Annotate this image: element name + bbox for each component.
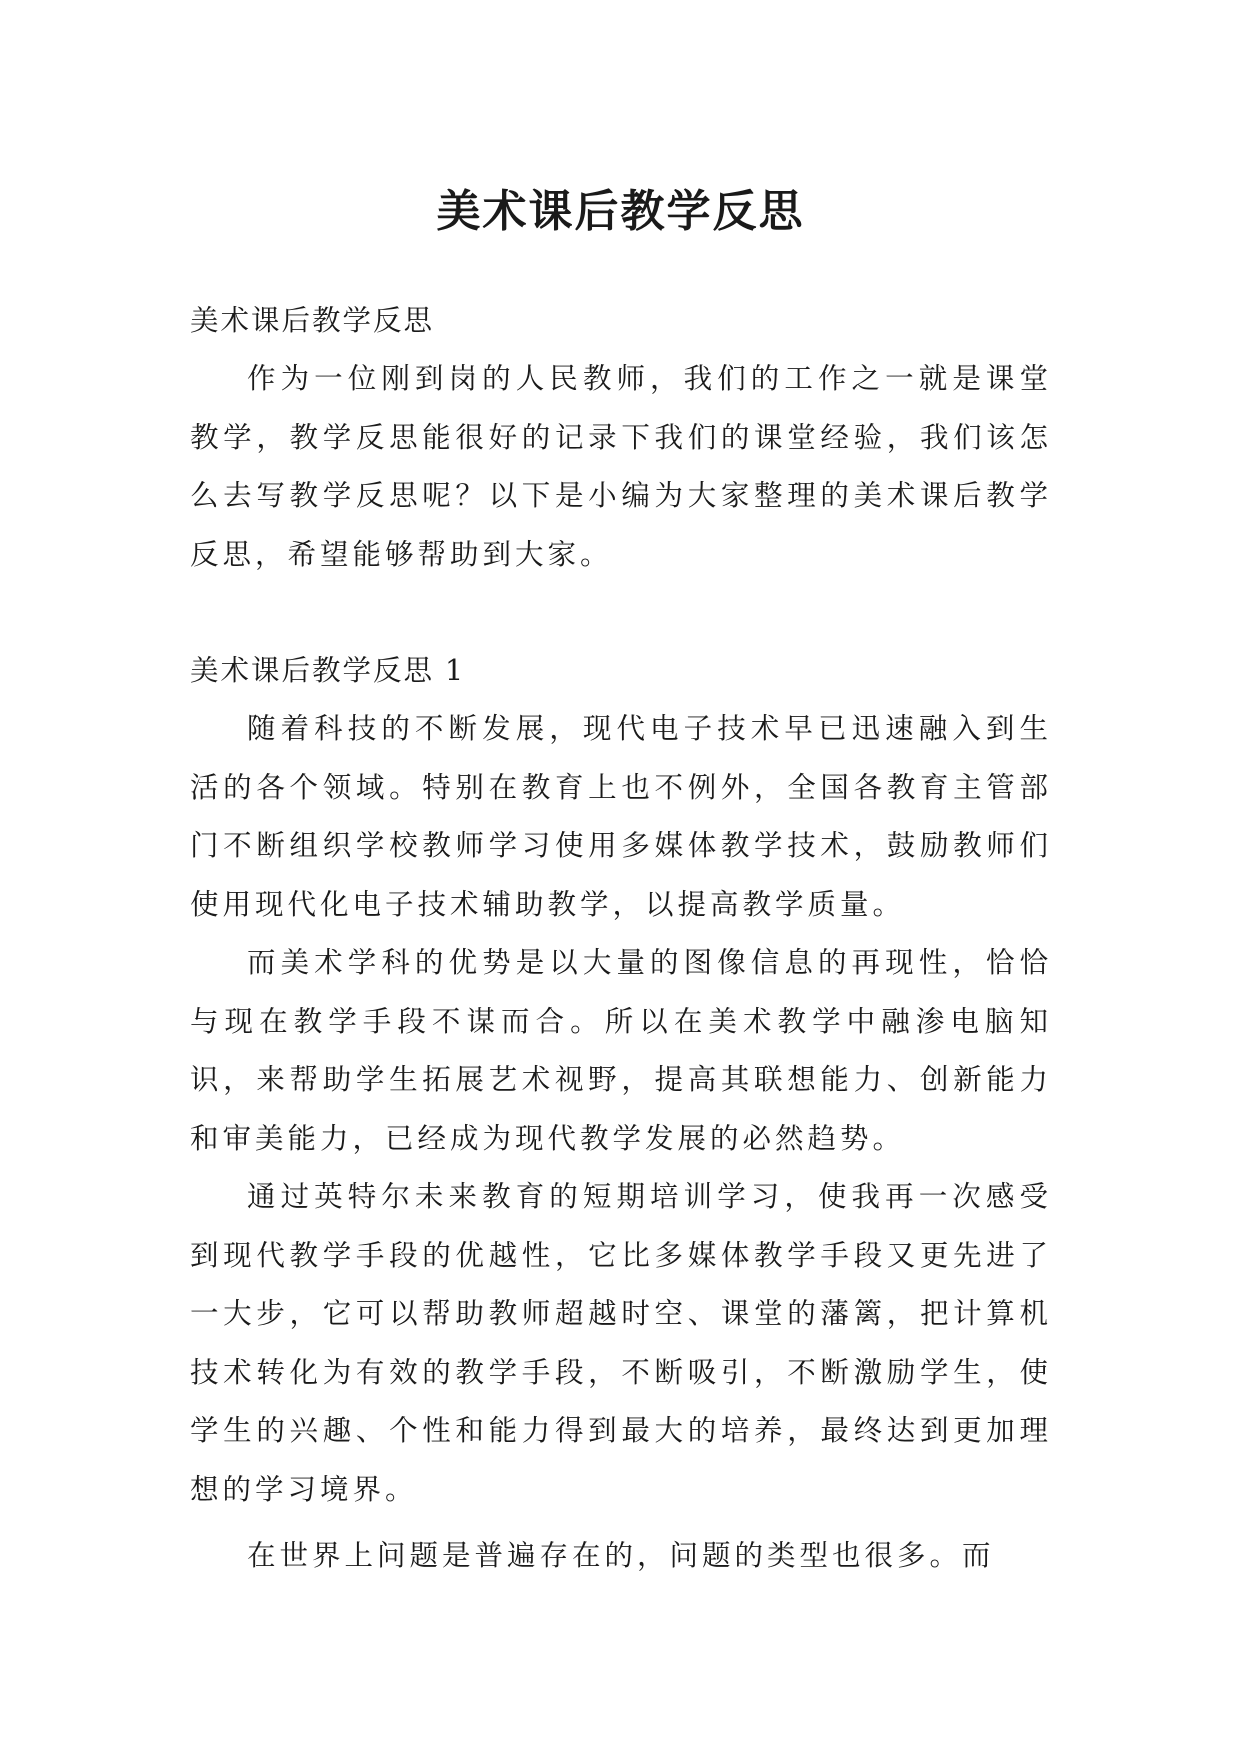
document-title: 美术课后教学反思	[436, 186, 805, 238]
document-body	[190, 292, 1052, 1586]
intro-paragraph: 作为一位刚到岗的人民教师，我们的工作之一就是课堂教学，教学反思能很好的记录下我们的课堂经验，我们该怎么去写教学反思呢？以下是小编为大家整理的美术课后教学反思，希望能够帮助到大家。	[190, 362, 1052, 571]
section1-paragraph-1: 随着科技的不断发展，现代电子技术早已迅速融入到生活的各个领域。特别在教育上也不例外，全国各教育主管部门不断组织学校教师学习使用多媒体教学技术，鼓励教师们使用现代化电子技术辅助教学，以提高教学质量。	[190, 712, 1052, 921]
section1-paragraph-4: 在世界上问题是普遍存在的，问题的类型也很多。而	[247, 1539, 995, 1572]
section-spacer	[190, 584, 1052, 642]
section1-heading: 美术课后教学反思 1	[190, 654, 466, 687]
intro-heading: 美术课后教学反思	[190, 304, 435, 337]
section1-paragraph-2: 而美术学科的优势是以大量的图像信息的再现性，恰恰与现在教学手段不谋而合。所以在美术教学中融渗电脑知识，来帮助学生拓展艺术视野，提高其联想能力、创新能力和审美能力，已经成为现代教学发展的必然趋势。	[190, 946, 1052, 1155]
section1-paragraph-3: 通过英特尔未来教育的短期培训学习，使我再一次感受到现代教学手段的优越性，它比多媒体教学手段又更先进了一大步，它可以帮助教师超越时空、课堂的藩篱，把计算机技术转化为有效的教学手段，不断吸引，不断激励学生，使学生的兴趣、个性和能力得到最大的培养，最终达到更加理想的学习境界。	[190, 1180, 1052, 1506]
